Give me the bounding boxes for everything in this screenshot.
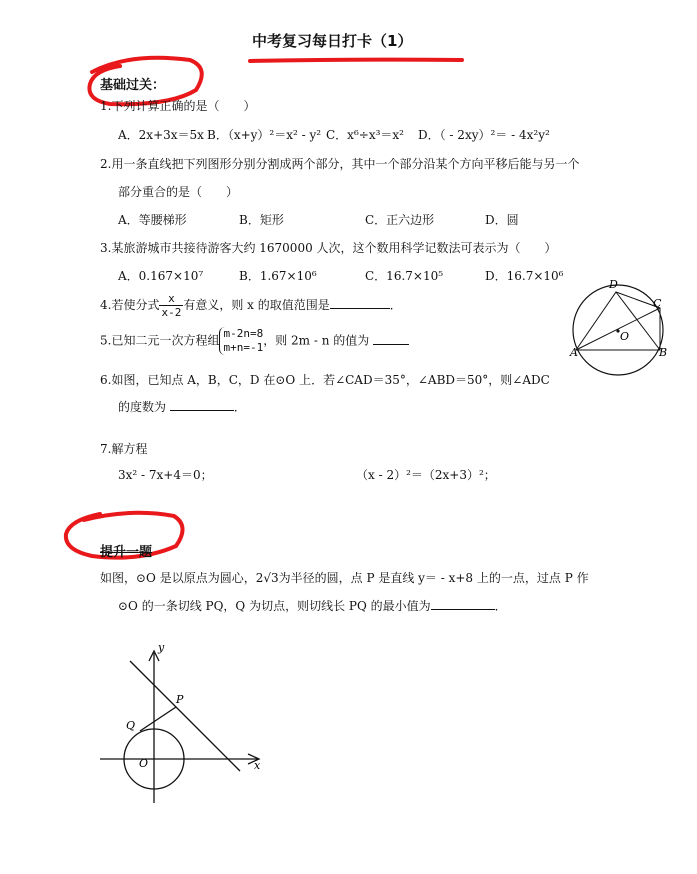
q5-answer-blank[interactable] [373, 332, 409, 345]
section-advanced-label: 提升一题 [100, 545, 153, 560]
q5-equation-system [219, 327, 263, 355]
q6-quadrilateral [576, 292, 660, 350]
section-basic-label: 基础过关： [100, 78, 166, 93]
q8-coordinate-figure [98, 643, 268, 808]
q6-circle-figure [568, 278, 678, 378]
q2-option-d: D．圆 [485, 213, 519, 227]
q4-fraction [159, 292, 183, 319]
q1-option-a: A．2x+3x＝5x [118, 128, 204, 142]
q2-stem: 2.用一条直线把下列图形分别分割成两个部分，其中一个部分沿某个方向平移后能与另一个 [100, 157, 580, 171]
q6-label-a: A [570, 346, 578, 359]
q2-stem-cont: 部分重合的是（ ） [118, 185, 239, 199]
q6-chord-ac [576, 308, 660, 350]
q5-prefix: 5.已知二元一次方程组 [100, 333, 220, 348]
q5-suffix: ，则 2m - n 的值为 [263, 333, 370, 348]
q3-option-a: A．0.167×10⁷ [118, 269, 204, 283]
title-underline-mark [250, 60, 462, 61]
q5-eq2: m+n=-1 [223, 341, 264, 354]
q8-label-y: y [158, 643, 165, 654]
q8-label-p: P [176, 693, 184, 706]
q1-option-c: C．x⁶÷x³＝x² [326, 128, 404, 142]
q8-label-o: O [139, 757, 149, 770]
q2-option-a: A．等腰梯形 [118, 213, 187, 227]
q7-equation-2: （x - 2）²＝（2x+3）²； [356, 468, 496, 482]
q2-option-c: C．正六边形 [365, 213, 435, 227]
q4-answer-blank[interactable] [330, 296, 390, 309]
q5-eq1: m-2n=8 [223, 327, 264, 340]
q4-numerator: x [159, 292, 183, 306]
q3-option-b: B．1.67×10⁶ [239, 269, 317, 283]
q6-label-o: O [620, 330, 630, 343]
q2-option-b: B．矩形 [239, 213, 284, 227]
q6-line2-text: 的度数为 [118, 400, 167, 414]
q3-option-d: D．16.7×10⁶ [485, 269, 564, 283]
page-title: 中考复习每日打卡（1） [252, 32, 413, 50]
q7-stem: 7.解方程 [100, 442, 148, 456]
q5-line [100, 327, 409, 355]
q6-line1: 6.如图，已知点 A，B，C，D 在⊙O 上．若∠CAD＝35°，∠ABD＝50°，则∠ADC [100, 373, 550, 387]
q8-line1: 如图，⊙O 是以原点为圆心，2√3为半径的圆，点 P 是直线 y＝ - x+8 上的一点，过点 P 作 [100, 571, 589, 585]
q6-line2: 的度数为 ． [118, 400, 246, 414]
q4-line: 4.若使分式 $\frac{x}{x-2}$ 有意义，则 x 的取值范围是 ． [100, 292, 402, 319]
q8-label-x: x [254, 759, 261, 772]
q8-line2: ⊙O 的一条切线 PQ，Q 为切点，则切线长 PQ 的最小值为 ． [118, 599, 507, 613]
q6-label-d: D [609, 278, 618, 291]
q6-label-b: B [659, 346, 668, 359]
q1-option-d: D．（ - 2xy）²＝ - 4x²y² [418, 128, 550, 142]
q8-tangent-pq [140, 707, 176, 731]
q3-stem: 3.某旅游城市共接待游客大约 1670000 人次，这个数用科学记数法可表示为（ ） [100, 241, 557, 255]
q4-prefix: 4.若使分式 [100, 298, 160, 312]
q8-line-l [130, 661, 240, 771]
q1-stem: 1.下列计算正确的是（ ） [100, 99, 256, 113]
q3-option-c: C．16.7×10⁵ [365, 269, 444, 283]
q8-answer-blank[interactable] [431, 597, 495, 610]
q8-label-q: Q [126, 719, 136, 732]
q7-equation-1: 3x² - 7x+4＝0； [118, 468, 213, 482]
q6-label-c: C [653, 297, 662, 310]
q1-option-b: B．（x+y）²＝x² - y² [207, 128, 322, 142]
q4-denominator: x-2 [161, 306, 182, 319]
q8-line2-text: ⊙O 的一条切线 PQ，Q 为切点，则切线长 PQ 的最小值为 [118, 599, 431, 613]
q6-answer-blank[interactable] [170, 398, 234, 411]
q4-suffix: 有意义，则 x 的取值范围是 [183, 298, 330, 312]
